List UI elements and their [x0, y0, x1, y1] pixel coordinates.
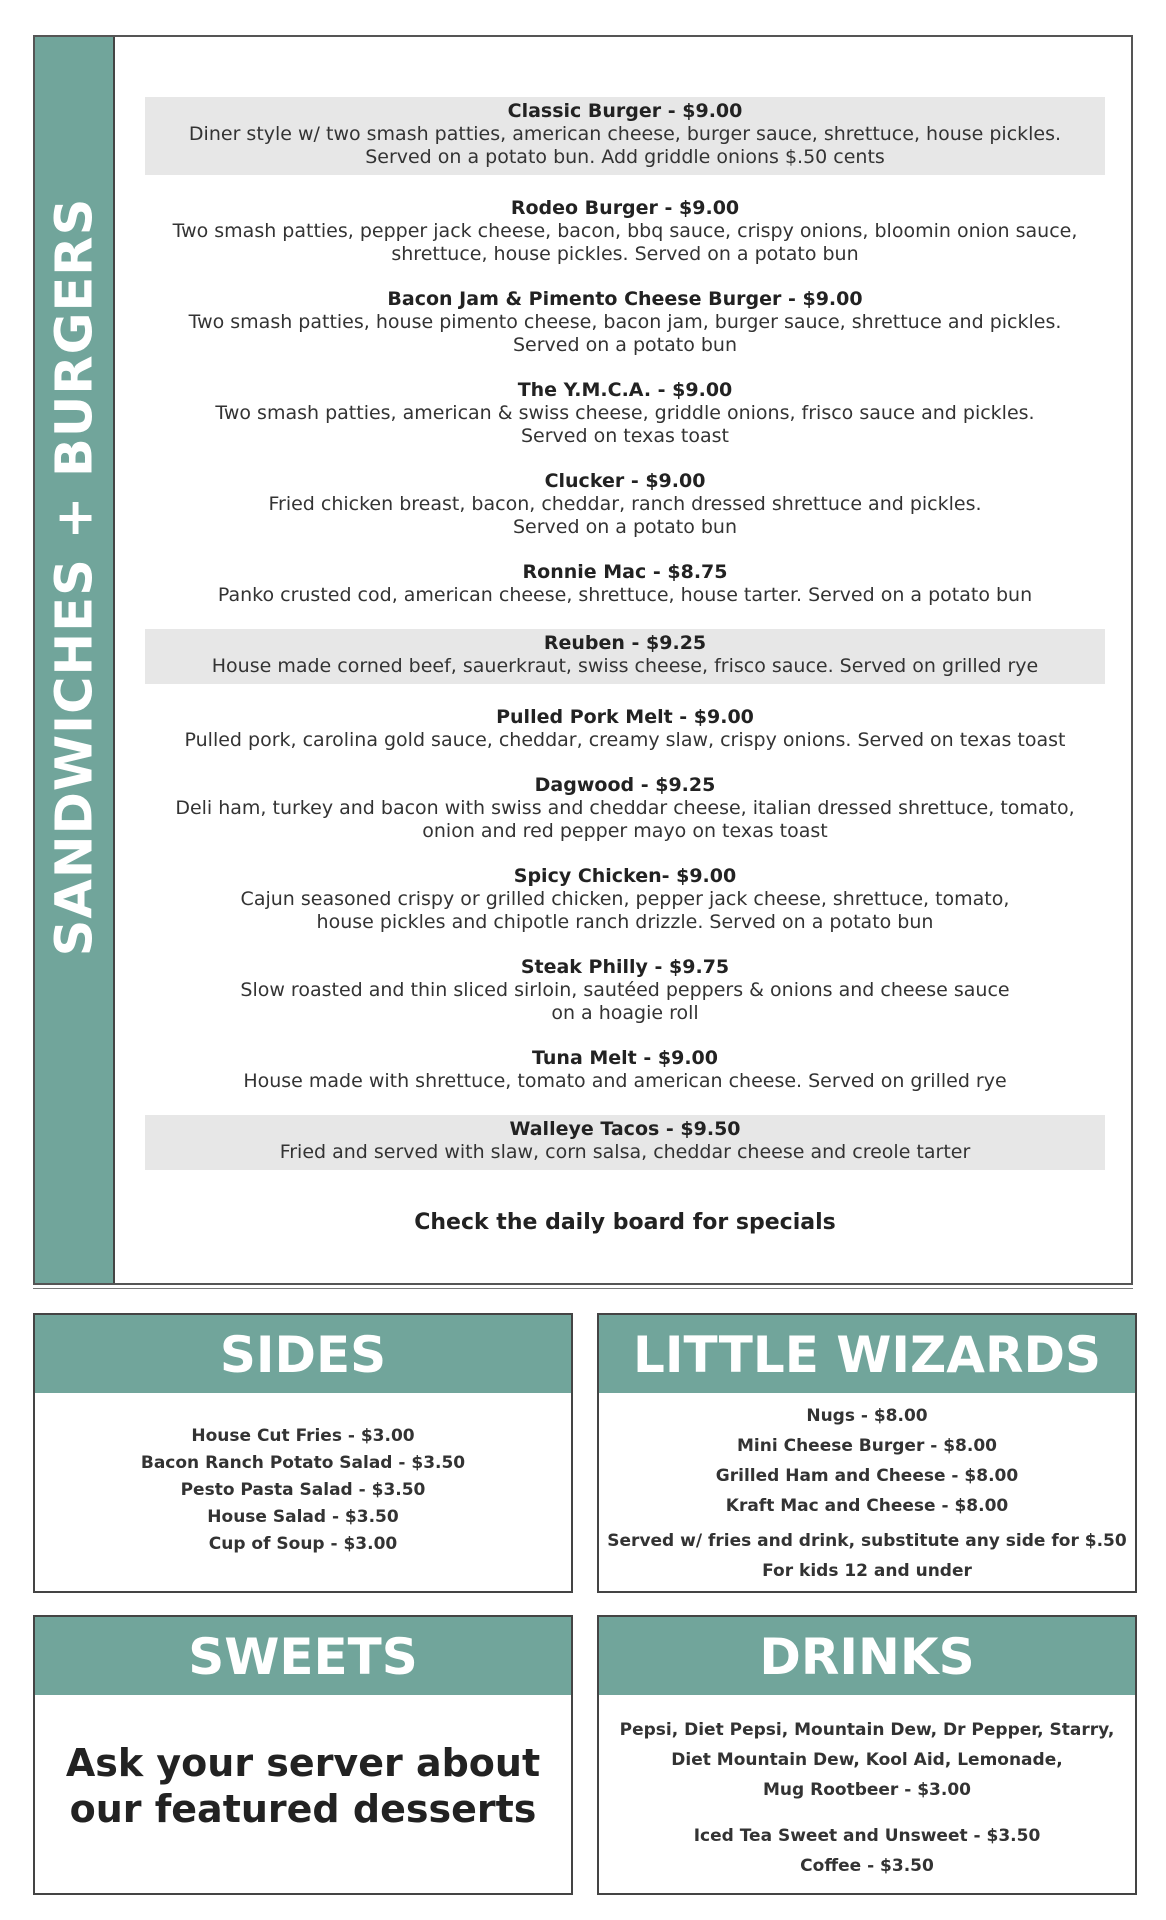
- sides-list: [35, 1393, 571, 1558]
- menu-item: [145, 956, 1105, 1025]
- menu-item-description: Served on texas toast: [521, 425, 729, 447]
- menu-item-name: Dagwood - $9.25: [534, 774, 716, 796]
- side-item: House Cut Fries - $3.00: [191, 1426, 415, 1446]
- drinks-line: Coffee - $3.50: [800, 1856, 934, 1876]
- menu-item: [145, 97, 1105, 175]
- kids-item: Nugs - $8.00: [806, 1406, 928, 1426]
- menu-item: [145, 470, 1105, 539]
- side-item: Pesto Pasta Salad - $3.50: [180, 1480, 426, 1500]
- menu-item: [145, 288, 1105, 357]
- drinks-line: Mug Rootbeer - $3.00: [763, 1780, 971, 1800]
- menu-item-description: Fried chicken breast, bacon, cheddar, ranch dressed shrettuce and pickles.: [268, 493, 982, 515]
- drinks-title: DRINKS: [599, 1617, 1135, 1695]
- specials-note: Check the daily board for specials: [414, 1210, 836, 1235]
- kids-note: Served w/ fries and drink, substitute any side for $.50: [607, 1531, 1127, 1551]
- sweets-title: SWEETS: [35, 1617, 571, 1695]
- menu-item-name: Ronnie Mac - $8.75: [522, 561, 728, 583]
- menu-item-description: Served on a potato bun. Add griddle onions $.50 cents: [365, 146, 885, 168]
- kids-item: Grilled Ham and Cheese - $8.00: [715, 1466, 1019, 1486]
- drinks-list: [599, 1695, 1135, 1881]
- kids-item: Kraft Mac and Cheese - $8.00: [725, 1496, 1009, 1516]
- drinks-card: [597, 1615, 1137, 1895]
- menu-item-name: Pulled Pork Melt - $9.00: [496, 706, 754, 728]
- sweets-line-1: Ask your server about: [65, 1741, 541, 1785]
- menu-item-description: Two smash patties, pepper jack cheese, bacon, bbq sauce, crispy onions, bloomin onion sauce,: [172, 220, 1078, 242]
- menu-item-name: Steak Philly - $9.75: [520, 956, 730, 978]
- sandwiches-section: [33, 35, 1133, 1285]
- menu-item-name: Tuna Melt - $9.00: [532, 1047, 718, 1069]
- menu-item-description: house pickles and chipotle ranch drizzle. Served on a potato bun: [316, 911, 934, 933]
- side-item: Cup of Soup - $3.00: [208, 1534, 398, 1554]
- menu-item-name: Reuben - $9.25: [543, 632, 707, 654]
- drinks-line: Iced Tea Sweet and Unsweet - $3.50: [693, 1826, 1041, 1846]
- menu-item: [145, 1115, 1105, 1170]
- section-title: SANDWICHES + BURGERS: [45, 197, 105, 957]
- menu-item: [145, 197, 1105, 266]
- menu-item-name: Classic Burger - $9.00: [507, 100, 743, 122]
- menu-item-description: Two smash patties, house pimento cheese, bacon jam, burger sauce, shrettuce and pickles.: [188, 311, 1062, 333]
- menu-item-description: House made corned beef, sauerkraut, swiss cheese, frisco sauce. Served on grilled rye: [211, 655, 1039, 677]
- menu-item-description: on a hoagie roll: [551, 1002, 699, 1024]
- menu-item: [145, 865, 1105, 934]
- menu-item-name: Bacon Jam & Pimento Cheese Burger - $9.00: [387, 288, 863, 310]
- sides-card: [33, 1313, 573, 1593]
- section-side-band: [35, 37, 115, 1283]
- side-item: Bacon Ranch Potato Salad - $3.50: [140, 1453, 466, 1473]
- sweets-line-2: our featured desserts: [69, 1787, 537, 1831]
- kids-item: Mini Cheese Burger - $8.00: [737, 1436, 997, 1456]
- drinks-line: Diet Mountain Dew, Kool Aid, Lemonade,: [671, 1750, 1063, 1770]
- little-wizards-title: LITTLE WIZARDS: [599, 1315, 1135, 1393]
- menu-item-description: Panko crusted cod, american cheese, shrettuce, house tarter. Served on a potato bun: [217, 584, 1033, 606]
- menu-item-description: Pulled pork, carolina gold sauce, cheddar, creamy slaw, crispy onions. Served on texas toast: [184, 729, 1066, 751]
- menu-item-name: Rodeo Burger - $9.00: [510, 197, 740, 219]
- menu-item: [145, 561, 1105, 607]
- sweets-card: [33, 1615, 573, 1895]
- menu-item-description: Fried and served with slaw, corn salsa, cheddar cheese and creole tarter: [279, 1141, 971, 1163]
- menu-item-description: shrettuce, house pickles. Served on a potato bun: [391, 243, 859, 265]
- menu-item-description: Served on a potato bun: [512, 334, 738, 356]
- sides-title: SIDES: [35, 1315, 571, 1393]
- menu-item-list: [145, 97, 1105, 1192]
- sweets-body: [35, 1695, 571, 1832]
- side-item: House Salad - $3.50: [207, 1507, 399, 1527]
- menu-item-name: Clucker - $9.00: [544, 470, 706, 492]
- menu-item: [145, 629, 1105, 684]
- menu-item-name: Spicy Chicken- $9.00: [513, 865, 737, 887]
- little-wizards-list: [599, 1393, 1135, 1586]
- menu-item-description: Diner style w/ two smash patties, american cheese, burger sauce, shrettuce, house pickles.: [188, 123, 1062, 145]
- drinks-line: Pepsi, Diet Pepsi, Mountain Dew, Dr Pepper, Starry,: [619, 1720, 1115, 1740]
- menu-item-description: onion and red pepper mayo on texas toast: [422, 820, 828, 842]
- menu-item-description: House made with shrettuce, tomato and american cheese. Served on grilled rye: [243, 1070, 1007, 1092]
- kids-age-note: For kids 12 and under: [762, 1561, 972, 1581]
- menu-item: [145, 706, 1105, 752]
- menu-item-name: The Y.M.C.A. - $9.00: [517, 379, 733, 401]
- menu-item-description: Two smash patties, american & swiss cheese, griddle onions, frisco sauce and pickles.: [215, 402, 1035, 424]
- little-wizards-card: [597, 1313, 1137, 1593]
- menu-item-description: Deli ham, turkey and bacon with swiss and cheddar cheese, italian dressed shrettuce, tomato,: [175, 797, 1075, 819]
- menu-item-description: Served on a potato bun: [512, 516, 738, 538]
- menu-item: [145, 379, 1105, 448]
- menu-item: [145, 774, 1105, 843]
- menu-item-description: Slow roasted and thin sliced sirloin, sautéed peppers & onions and cheese sauce: [240, 979, 1010, 1001]
- menu-item-name: Walleye Tacos - $9.50: [509, 1118, 741, 1140]
- menu-item: [145, 1047, 1105, 1093]
- menu-item-description: Cajun seasoned crispy or grilled chicken, pepper jack cheese, shrettuce, tomato,: [240, 888, 1010, 910]
